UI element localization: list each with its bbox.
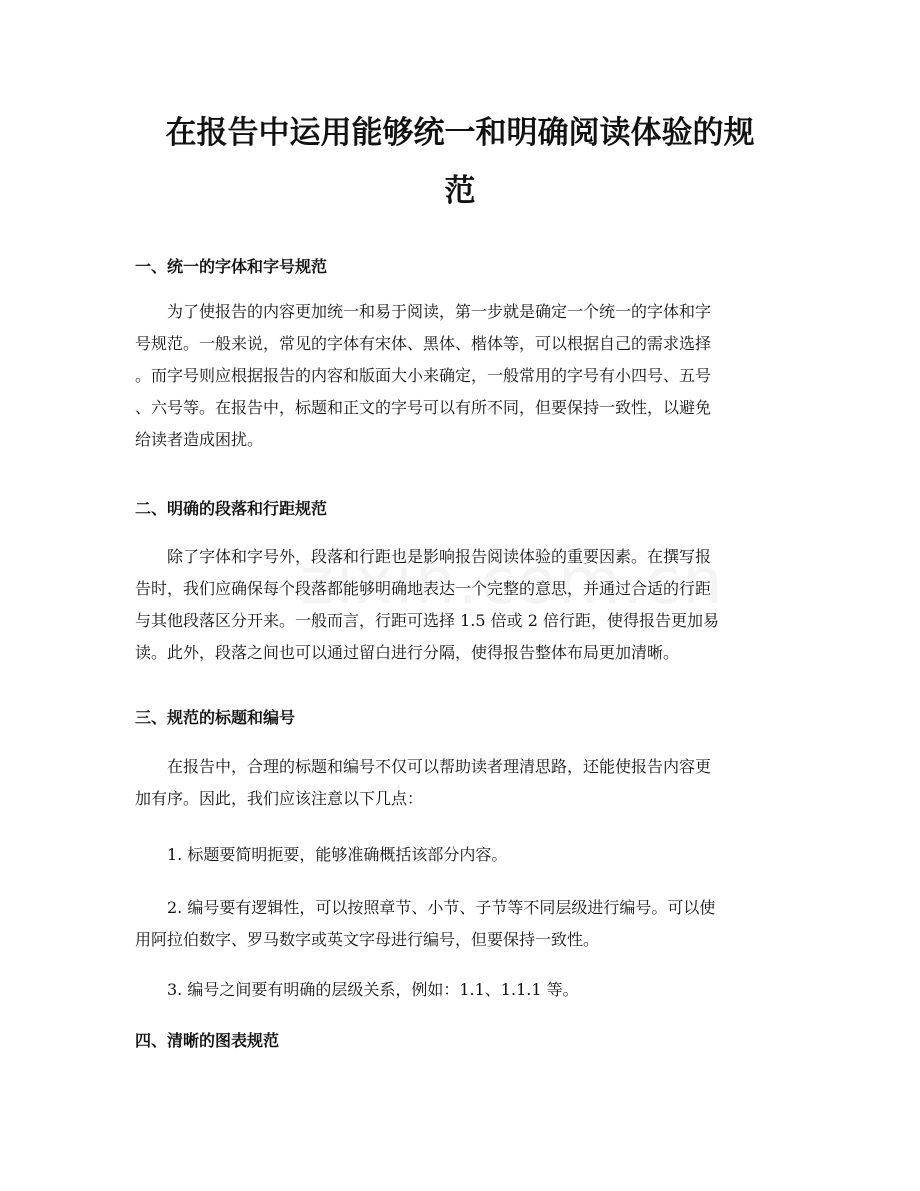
- section-heading: 二、明确的段落和行距规范: [135, 499, 328, 518]
- title-line: 在报告中运用能够统一和明确阅读体验的规: [165, 115, 755, 151]
- paragraph-line: 告时，我们应确保每个段落都能够明确地表达一个完整的意思，并通过合适的行距: [135, 579, 712, 598]
- paragraph-line: 用阿拉伯数字、罗马数字或英文字母进行编号，但要保持一致性。: [135, 930, 600, 949]
- paragraph-line: 给读者造成困扰。: [135, 430, 264, 449]
- paragraph-line: 。而字号则应根据报告的内容和版面大小来确定，一般常用的字号有小四号、五号: [135, 366, 712, 385]
- title-line: 范: [444, 173, 476, 209]
- paragraph-line: 、六号等。在报告中，标题和正文的字号可以有所不同，但要保持一致性，以避免: [135, 398, 712, 417]
- list-item: [135, 892, 785, 956]
- paragraph-line: 在报告中，合理的标题和编号不仅可以帮助读者理清思路，还能使报告内容更: [167, 757, 712, 776]
- paragraph: [135, 296, 785, 456]
- list-item: [135, 839, 785, 871]
- section-heading: 一、统一的字体和字号规范: [135, 257, 328, 276]
- paragraph-line: 与其他段落区分开来。一般而言，行距可选择 1.5 倍或 2 倍行距，使得报告更加易: [135, 611, 719, 630]
- paragraph-line: 除了字体和字号外，段落和行距也是影响报告阅读体验的重要因素。在撰写报: [167, 547, 712, 566]
- paragraph-line: 读。此外，段落之间也可以通过留白进行分隔，使得报告整体布局更加清晰。: [135, 643, 680, 662]
- document-title: [130, 104, 790, 220]
- section-heading: 三、规范的标题和编号: [135, 708, 296, 727]
- paragraph-line: 1. 标题要简明扼要，能够准确概括该部分内容。: [167, 845, 508, 864]
- paragraph-line: 为了使报告的内容更加统一和易于阅读，第一步就是确定一个统一的字体和字: [167, 302, 712, 321]
- paragraph: [135, 541, 785, 669]
- paragraph-line: 2. 编号要有逻辑性，可以按照章节、小节、子节等不同层级进行编号。可以使: [167, 898, 716, 917]
- section-heading: 四、清晰的图表规范: [135, 1031, 280, 1050]
- paragraph: [135, 751, 785, 815]
- paragraph-line: 3. 编号之间要有明确的层级关系，例如：1.1、1.1.1 等。: [167, 980, 579, 999]
- paragraph-line: 加有序。因此，我们应该注意以下几点：: [135, 789, 424, 808]
- paragraph-line: 号规范。一般来说，常见的字体有宋体、黑体、楷体等，可以根据自己的需求选择: [135, 334, 712, 353]
- list-item: [135, 974, 785, 1006]
